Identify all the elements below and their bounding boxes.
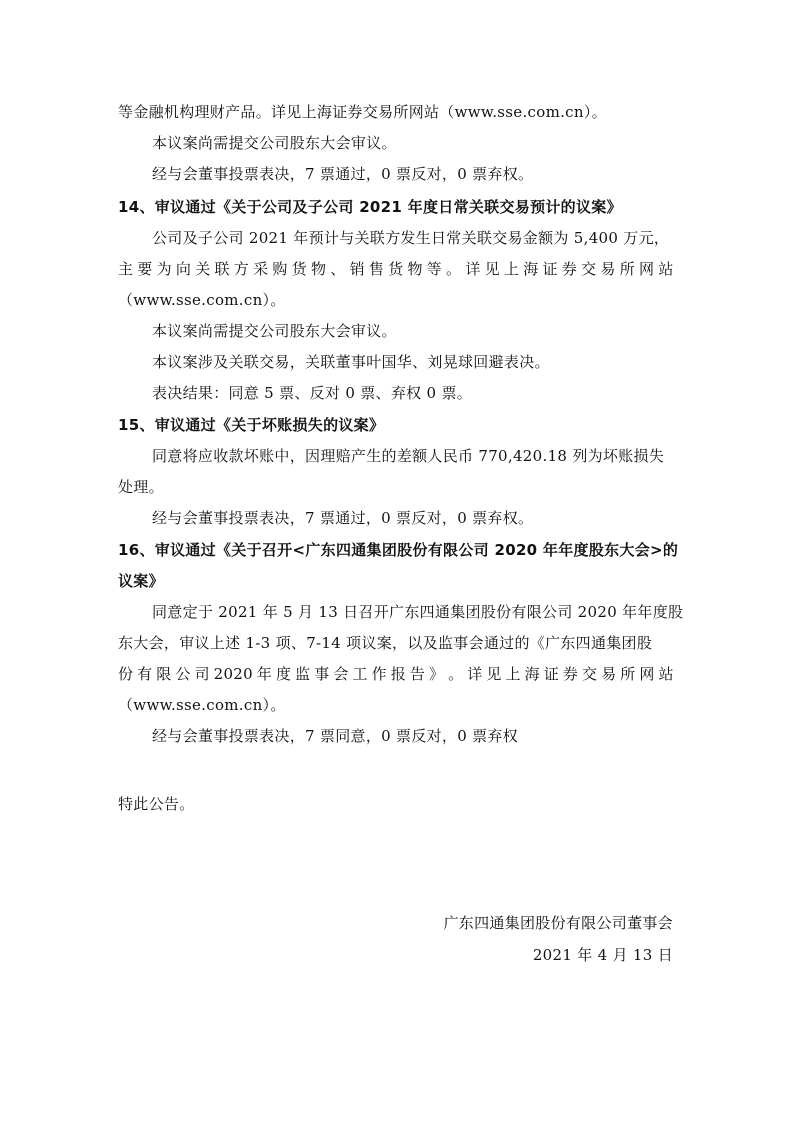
item16-line3-char: 站 xyxy=(658,665,674,683)
item14-line2-char: 上 xyxy=(503,260,520,278)
item16-line3-char: 交 xyxy=(581,665,598,683)
item16-text-line3 xyxy=(118,664,674,684)
item14-line2-char: 方 xyxy=(233,260,250,278)
item16-line3-char: 海 xyxy=(524,665,540,683)
item16-line3-char: 上 xyxy=(505,665,521,683)
item14-line2-char: 站 xyxy=(658,260,674,278)
item16-line3-char: 度 xyxy=(275,665,292,683)
item15-text-line2: 处理。 xyxy=(118,478,164,496)
item16-line3-char: 所 xyxy=(620,665,636,683)
item16-line3-char: 见 xyxy=(486,665,502,683)
item14-text-line3: （www.sse.com.cn）。 xyxy=(118,291,286,309)
item16-heading-line2: 议案》 xyxy=(118,572,164,590)
item16-line3-char: 监 xyxy=(295,665,311,683)
item14-line2-char: 要 xyxy=(137,260,153,278)
item16-line3-char: 份 xyxy=(118,665,134,683)
item14-line2-char: 网 xyxy=(639,260,655,278)
item16-line3-char: 详 xyxy=(467,665,483,683)
item16-line3-char: 年 xyxy=(256,665,273,683)
item16-line3-char: 工 xyxy=(352,665,368,683)
item14-line2-char: 为 xyxy=(156,260,172,278)
item16-line3-char: 有 xyxy=(137,665,153,683)
item14-vote-result: 表决结果：同意 5 票、反对 0 票、弃权 0 票。 xyxy=(152,384,473,402)
item16-line3-char: 作 xyxy=(371,665,387,683)
item13-text-line2: 本议案尚需提交公司股东大会审议。 xyxy=(152,134,397,152)
item14-line2-char: 货 xyxy=(291,260,307,278)
item16-line3-char: 事 xyxy=(314,665,330,683)
item14-line2-char: 主 xyxy=(118,260,134,278)
item14-line2-char: 联 xyxy=(214,260,230,278)
item14-line2-char: 物 xyxy=(310,260,327,278)
item16-text-line4: （www.sse.com.cn）。 xyxy=(118,696,286,714)
item16-line3-char: 券 xyxy=(562,665,579,683)
item13-text-line1: 等金融机构理财产品。详见上海证券交易所网站（www.sse.com.cn）。 xyxy=(118,103,607,121)
item14-line2-char: 售 xyxy=(368,260,385,278)
item14-line2-char: 、 xyxy=(330,260,346,278)
item14-line2-char: 券 xyxy=(561,260,578,278)
item14-line2-char: 见 xyxy=(484,260,500,278)
item16-line3-char: 报 xyxy=(390,665,406,683)
item16-heading-line1: 16、审议通过《关于召开<广东四通集团股份有限公司 2020 年年度股东大会>的 xyxy=(118,541,679,559)
item14-line2-char: 货 xyxy=(388,260,404,278)
item14-line2-char: 海 xyxy=(523,260,539,278)
item14-line2-char: 向 xyxy=(175,260,192,278)
item14-line2-char: 销 xyxy=(349,260,365,278)
item14-text-line4: 本议案尚需提交公司股东大会审议。 xyxy=(152,322,397,340)
item16-line3-char: 》 xyxy=(428,665,445,683)
item16-text-line2: 东大会，审议上述 1-3 项、7-14 项议案，以及监事会通过的《广东四通集团股 xyxy=(118,634,653,652)
signature-date: 2021 年 4 月 13 日 xyxy=(532,946,673,964)
item16-vote-result: 经与会董事投票表决，7 票同意，0 票反对，0 票弃权 xyxy=(152,727,519,745)
item14-line2-char: 所 xyxy=(619,260,636,278)
item15-heading: 15、审议通过《关于坏账损失的议案》 xyxy=(118,416,385,434)
item16-line3-char: 限 xyxy=(156,665,172,683)
item14-line2-char: 等 xyxy=(426,260,443,278)
item14-line2-char: 购 xyxy=(272,260,288,278)
item13-vote-result: 经与会董事投票表决，7 票通过，0 票反对，0 票弃权。 xyxy=(152,165,534,183)
item14-line2-char: 关 xyxy=(195,260,211,278)
item16-line3-char: 。 xyxy=(448,665,464,683)
item16-text-line1: 同意定于 2021 年 5 月 13 日召开广东四通集团股份有限公司 2020 年年度股 xyxy=(152,603,684,621)
item14-line2-char: 证 xyxy=(542,260,558,278)
item14-line2-char: 交 xyxy=(581,260,597,278)
item14-line2-char: 易 xyxy=(600,260,616,278)
item16-line3-char: 易 xyxy=(601,665,617,683)
item16-line3-char: 网 xyxy=(639,665,655,683)
item15-vote-result: 经与会董事投票表决，7 票通过，0 票反对，0 票弃权。 xyxy=(152,509,534,527)
item14-line2-char: 详 xyxy=(465,260,481,278)
item16-line3-char: 公 xyxy=(175,665,191,683)
item14-text-line1: 公司及子公司 2021 年预计与关联方发生日常关联交易金额为 5,400 万元， xyxy=(152,229,670,247)
item14-line2-char: 采 xyxy=(253,260,269,278)
item15-text-line1: 同意将应收款坏账中，因理赔产生的差额人民币 770,420.18 列为坏账损失 xyxy=(152,447,665,465)
item14-line2-char: 物 xyxy=(407,260,423,278)
item16-line3-char: 告 xyxy=(409,665,426,683)
item16-line3-char: 会 xyxy=(333,665,349,683)
item14-line2-char: 。 xyxy=(446,260,462,278)
item16-line3-char: 2020 xyxy=(213,665,253,683)
signature-company: 广东四通集团股份有限公司董事会 xyxy=(443,914,673,932)
item16-line3-char: 证 xyxy=(543,665,559,683)
item14-heading: 14、审议通过《关于公司及子公司 2021 年度日常关联交易预计的议案》 xyxy=(118,198,622,216)
item14-text-line2 xyxy=(118,259,674,279)
item14-text-line5: 本议案涉及关联交易，关联董事叶国华、刘晃球回避表决。 xyxy=(152,353,550,371)
item16-line3-char: 司 xyxy=(194,665,210,683)
closing-statement: 特此公告。 xyxy=(118,795,195,813)
